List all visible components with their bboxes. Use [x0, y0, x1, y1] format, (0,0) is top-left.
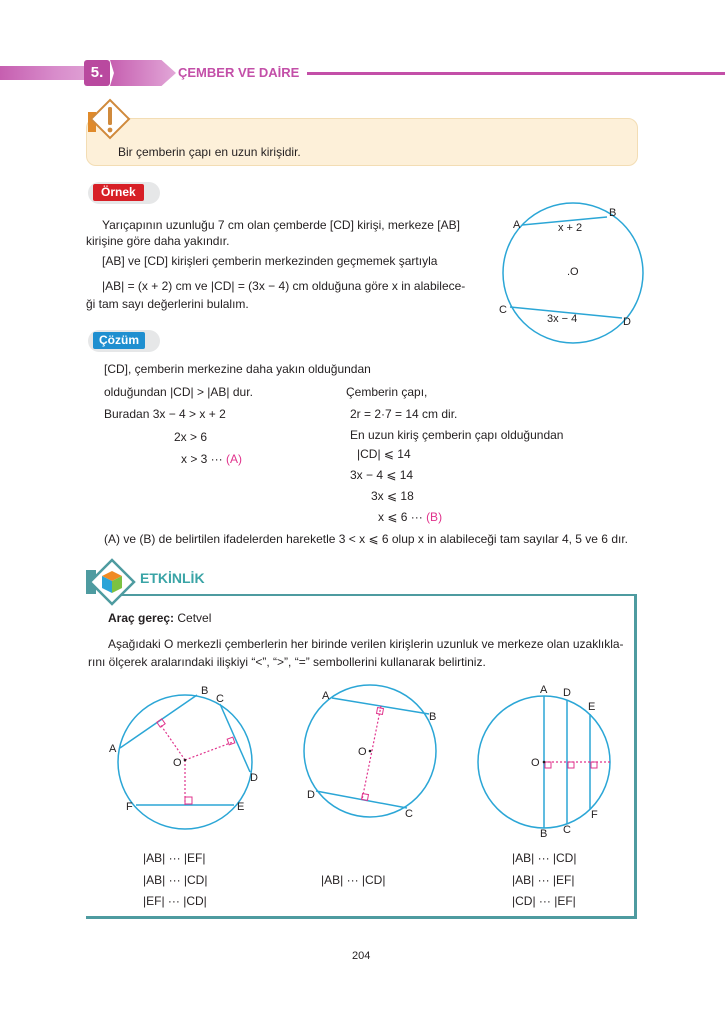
example-line-5: ği tam sayı değerlerini bulalım.: [86, 297, 249, 311]
center-o-label: .O: [567, 266, 579, 278]
point-d-label: D: [623, 316, 631, 328]
solution-right-5: 3x − 4 ⩽ 14: [350, 468, 414, 482]
solution-conclusion: (A) ve (B) de belirtilen ifadelerden hareketle 3 < x ⩽ 6 olup x in alabileceği tam sayılar 4, 5 ve 6 dır.: [104, 532, 628, 546]
right-angle-mark: [545, 762, 551, 768]
label-b: B: [540, 828, 548, 840]
solution-left-3: 2x > 6: [174, 430, 208, 444]
section-number: 5.: [84, 60, 110, 86]
activity-instruction-2: rını ölçerek aralarındaki ilişkiyi “<”, “>”, “=” sembollerini kullanarak belirtiniz.: [88, 655, 486, 669]
solution-left-2: Buradan 3x − 4 > x + 2: [104, 407, 226, 421]
example-line-1: Yarıçapının uzunluğu 7 cm olan çemberde [CD] kirişi, merkeze [AB]: [102, 218, 460, 232]
section-title: ÇEMBER VE DAİRE: [178, 65, 300, 80]
activity-bottom-border: [86, 916, 636, 919]
activity-tools: [108, 610, 211, 626]
right-angle-mark: [185, 797, 192, 804]
fig1-comparison-1: |AB| ··· |EF|: [143, 851, 206, 865]
activity-instruction-1: Aşağıdaki O merkezli çemberlerin her birinde verilen kirişlerin uzunluk ve merkeze olan uzaklıkla-: [108, 637, 624, 651]
solution-label: Çözüm: [93, 332, 145, 349]
activity-cube-icon: [86, 558, 138, 608]
page-number: 204: [352, 950, 371, 962]
label-c: C: [405, 808, 413, 820]
label-d: D: [563, 687, 571, 699]
label-a: A: [322, 690, 330, 702]
example-circle-figure: [490, 195, 655, 345]
tools-label: Araç gereç:: [108, 611, 175, 625]
label-o: O: [173, 757, 182, 769]
cd-length-label: 3x − 4: [547, 313, 578, 325]
solution-right-7-text: x ⩽ 6 ···: [378, 510, 423, 524]
solution-right-6: 3x ⩽ 18: [371, 489, 414, 503]
label-o: O: [358, 746, 367, 758]
right-angle-mark: [568, 762, 574, 768]
label-c: C: [216, 693, 224, 705]
solution-left-4: [181, 451, 242, 467]
solution-right-4: |CD| ⩽ 14: [357, 447, 411, 461]
activity-right-border: [634, 594, 637, 919]
solution-left-1: olduğundan |CD| > |AB| dur.: [104, 385, 253, 399]
chord-cd: [220, 704, 250, 772]
fig3-comparison-3: |CD| ··· |EF|: [512, 894, 576, 908]
tools-value: Cetvel: [174, 611, 212, 625]
solution-right-1: Çemberin çapı,: [346, 385, 428, 399]
label-o: O: [531, 757, 540, 769]
tag-a: (A): [226, 452, 243, 466]
activity-top-border: [120, 594, 636, 596]
label-d: D: [307, 789, 315, 801]
activity-title: ETKİNLİK: [140, 570, 205, 586]
solution-left-4-text: x > 3 ···: [181, 452, 223, 466]
header-decor-bar: [0, 66, 92, 80]
center-dot: [184, 759, 187, 762]
label-c: C: [563, 824, 571, 836]
solution-right-2: 2r = 2·7 = 14 cm dir.: [350, 407, 458, 421]
solution-intro: [CD], çemberin merkezine daha yakın olduğundan: [104, 362, 371, 376]
label-f: F: [591, 809, 598, 821]
label-b: B: [201, 685, 209, 697]
header-arrow-decor: [110, 60, 176, 86]
label-f: F: [126, 801, 133, 813]
fig1-comparison-2: |AB| ··· |CD|: [143, 873, 208, 887]
point-c-label: C: [499, 304, 507, 316]
warning-text: Bir çemberin çapı en uzun kirişidir.: [118, 145, 301, 159]
exclamation-icon: [88, 98, 132, 142]
label-e: E: [237, 801, 245, 813]
fig2-comparison-1: |AB| ··· |CD|: [321, 873, 386, 887]
label-a: A: [109, 743, 117, 755]
example-line-3: [AB] ve [CD] kirişleri çemberin merkezinden geçmemek şartıyla: [102, 254, 438, 268]
solution-right-7: [378, 509, 442, 525]
fig3-comparison-1: |AB| ··· |CD|: [512, 851, 577, 865]
right-angle-mark: [591, 762, 597, 768]
activity-figure-3: [470, 680, 630, 840]
example-line-4: |AB| = (x + 2) cm ve |CD| = (3x − 4) cm olduğuna göre x in alabilece-: [102, 279, 466, 293]
label-b: B: [429, 711, 437, 723]
header-rule: [307, 72, 725, 75]
label-a: A: [540, 684, 548, 696]
example-label: Örnek: [93, 184, 144, 201]
perp-ab: [160, 724, 185, 760]
fig1-comparison-3: |EF| ··· |CD|: [143, 894, 207, 908]
activity-figure-1: [100, 680, 270, 830]
point-a-label: A: [513, 219, 521, 231]
perp-cd: [185, 742, 233, 760]
label-d: D: [250, 772, 258, 784]
activity-figure-2: [295, 680, 455, 840]
solution-right-3: En uzun kiriş çemberin çapı olduğundan: [350, 428, 564, 442]
tag-b: (B): [426, 510, 443, 524]
center-dot: [369, 750, 372, 753]
point-b-label: B: [609, 207, 617, 219]
example-line-2: kirişine göre daha yakındır.: [86, 234, 230, 248]
label-e: E: [588, 701, 596, 713]
ab-length-label: x + 2: [558, 222, 583, 234]
center-dot: [543, 761, 546, 764]
fig3-comparison-2: |AB| ··· |EF|: [512, 873, 575, 887]
right-angle-mark: [227, 737, 235, 745]
